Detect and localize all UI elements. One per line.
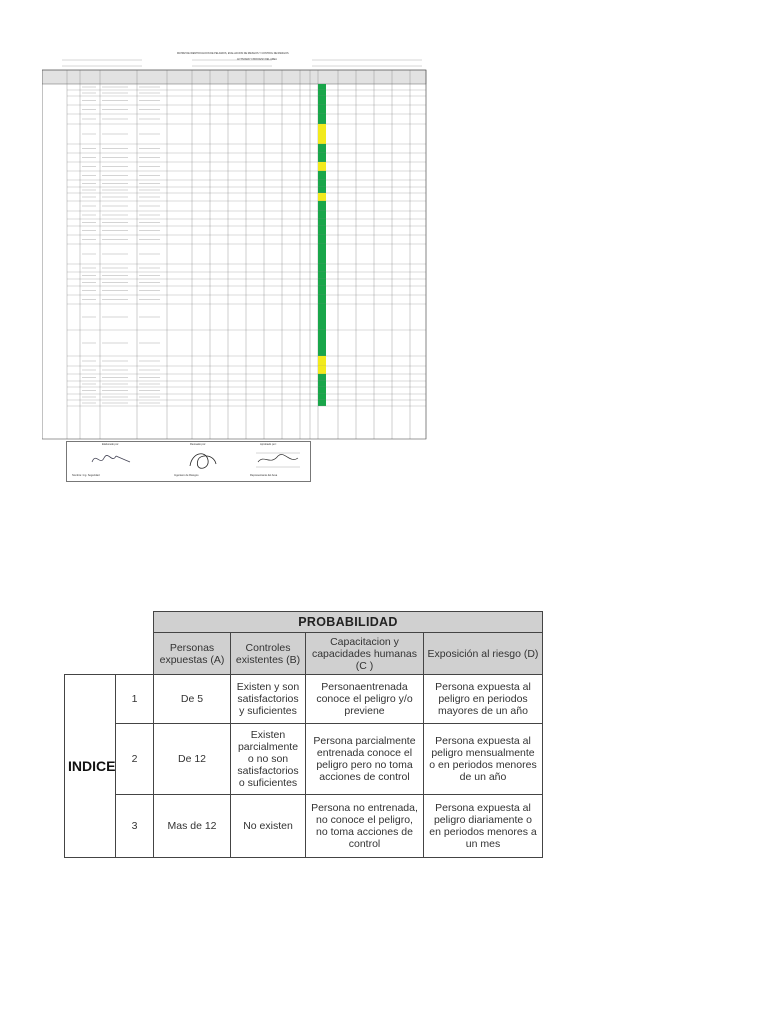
row-index: 3 — [116, 795, 154, 858]
column-header-capacitacion: Capacitacion y capacidades humanas (C ) — [306, 633, 424, 675]
matrix-outline — [42, 70, 426, 439]
cell-controles: No existen — [231, 795, 306, 858]
risk-level-cell — [318, 84, 326, 90]
matrix-title: MATRIZ DE IDENTIFICACION DE PELIGROS, EVALUACION DE RIESGOS Y CONTROL DE RIESGOS — [177, 52, 289, 55]
risk-level-cell — [318, 244, 326, 264]
risk-level-cell — [318, 90, 326, 96]
risk-level-cell — [318, 187, 326, 193]
risk-level-cell — [318, 105, 326, 114]
probability-table-container — [64, 611, 542, 865]
risk-level-cell — [318, 144, 326, 153]
risk-level-cell — [318, 394, 326, 400]
risk-level-cell — [318, 264, 326, 272]
risk-level-cell — [318, 304, 326, 330]
column-header-personas: Personas expuestas (A) — [154, 633, 231, 675]
cell-exposicion: Persona expuesta al peligro en periodos mayores de un año — [424, 675, 543, 724]
risk-level-cell — [318, 219, 326, 226]
row-index: 2 — [116, 724, 154, 795]
row-index: 1 — [116, 675, 154, 724]
risk-level-cell — [318, 272, 326, 279]
risk-level-cell — [318, 387, 326, 394]
probability-table — [64, 611, 543, 858]
risk-level-cell — [318, 201, 326, 211]
risk-level-cell — [318, 171, 326, 180]
matrix-header-row — [42, 70, 426, 84]
cell-exposicion: Persona expuesta al peligro diariamente o en periodos menores a un mes — [424, 795, 543, 858]
signature-right-image — [254, 448, 304, 472]
risk-level-cell — [318, 162, 326, 171]
cell-personas: Mas de 12 — [154, 795, 231, 858]
signature-left-image — [86, 450, 146, 470]
risk-level-cell — [318, 279, 326, 286]
risk-level-cell — [318, 366, 326, 374]
matrix-subtitle: ACTIVIDAD Y PROCESO DEL AREA — [237, 58, 277, 61]
risk-matrix-document — [42, 48, 428, 488]
risk-level-cell — [318, 356, 326, 366]
matrix-grid — [42, 48, 428, 488]
risk-level-cell — [318, 286, 326, 295]
table-row — [65, 675, 543, 724]
table-row — [65, 795, 543, 858]
column-header-controles: Controles existentes (B) — [231, 633, 306, 675]
cell-controles: Existen parcialmente o no son satisfactorios o suficientes — [231, 724, 306, 795]
risk-level-cell — [318, 124, 326, 144]
cell-personas: De 5 — [154, 675, 231, 724]
risk-level-cell — [318, 96, 326, 105]
column-header-exposicion: Exposición al riesgo (D) — [424, 633, 543, 675]
made-by-label: Elaborado por: — [102, 443, 120, 446]
probability-title: PROBABILIDAD — [154, 612, 543, 633]
name-mid: Ingeniero de Riesgos — [174, 474, 199, 477]
table-row — [65, 724, 543, 795]
risk-level-cell — [318, 153, 326, 162]
cell-controles: Existen y son satisfactorios y suficientes — [231, 675, 306, 724]
cell-exposicion: Persona expuesta al peligro mensualmente o en periodos menores de un año — [424, 724, 543, 795]
cell-capacitacion: Personaentrenada conoce el peligro y/o previene — [306, 675, 424, 724]
risk-level-cell — [318, 211, 326, 219]
signature-mid-image — [184, 448, 224, 474]
name-right: Representante del Area — [250, 474, 278, 477]
risk-level-cell — [318, 114, 326, 124]
cell-capacitacion: Persona no entrenada, no conoce el peligro, no toma acciones de control — [306, 795, 424, 858]
risk-level-cell — [318, 374, 326, 381]
cell-personas: De 12 — [154, 724, 231, 795]
risk-level-cell — [318, 400, 326, 406]
reviewed-by-label: Revisado por: — [190, 443, 207, 446]
name-left: Nombre: Ing. Seguridad — [72, 474, 100, 477]
approved-by-label: Aprobado por: — [260, 443, 277, 446]
risk-level-cell — [318, 180, 326, 187]
risk-level-cell — [318, 226, 326, 235]
cell-capacitacion: Persona parcialmente entrenada conoce el peligro pero no toma acciones de control — [306, 724, 424, 795]
risk-level-cell — [318, 235, 326, 244]
risk-level-cell — [318, 193, 326, 201]
index-label: INDICE — [65, 675, 116, 858]
risk-level-cell — [318, 381, 326, 387]
risk-level-cell — [318, 330, 326, 356]
risk-level-cell — [318, 295, 326, 304]
